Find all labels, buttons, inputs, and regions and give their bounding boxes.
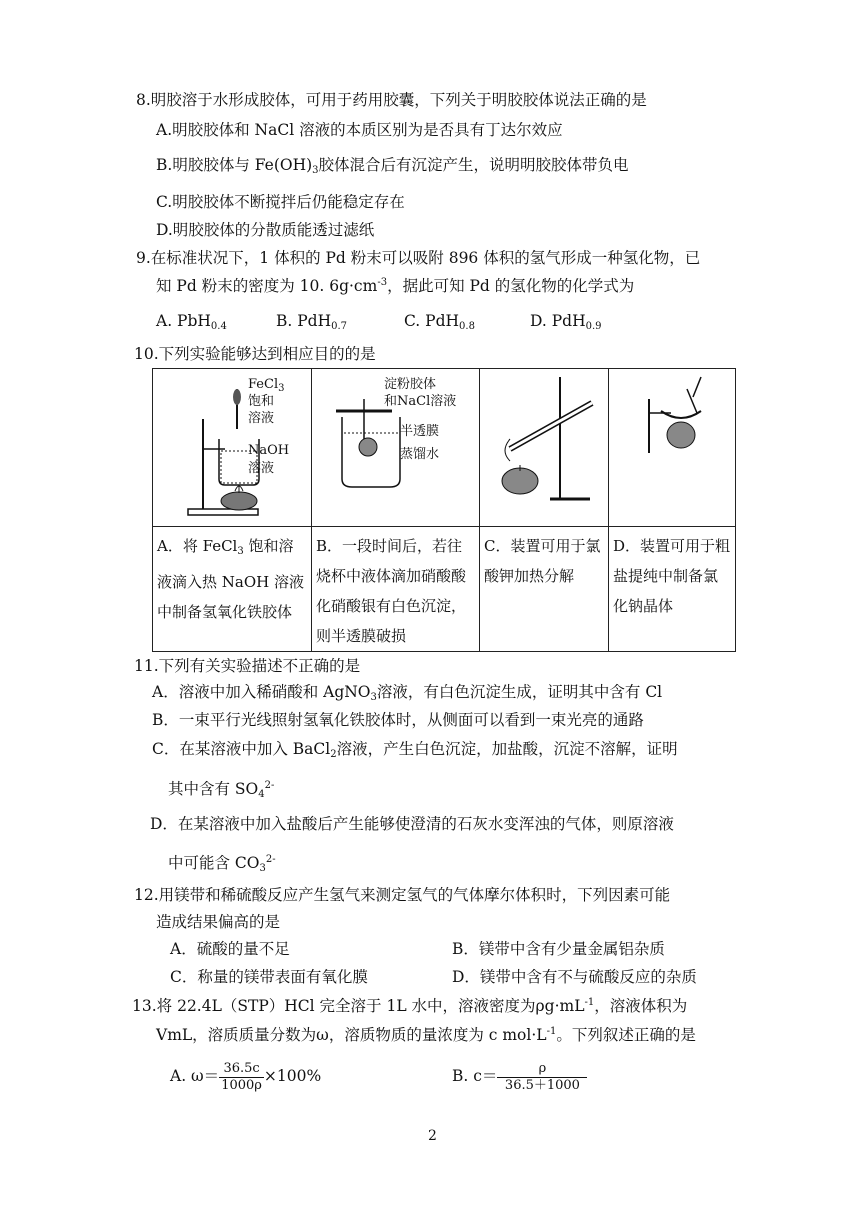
q11-option-c: C．在某溶液中加入 BaCl$_2$溶液，产生白色沉淀，加盐酸，沉淀不溶解，证明 [152,740,678,760]
q12-option-d: D．镁带中含有不与硫酸反应的杂质 [452,968,697,986]
q10-cell-c: C．装置可用于氯酸钾加热分解 [480,527,609,652]
q9-option-c: C. PdH$_{0.8}$ [404,312,475,332]
page-number: 2 [428,1128,437,1144]
label-saturated: 饱和 [248,394,275,409]
q13-line2: VmL，溶质质量分数为ω，溶质物质的量浓度为 c $mol\cdot L^{-1}$。下列叙述正确的是 [156,1026,696,1044]
q10-experiment-table [152,368,736,652]
q11-option-c-line2: 其中含有 $SO_4^{2-}$ [168,780,275,800]
q13-option-a: A. ω＝ $\frac{36.5c}{1000\rho}$ ×100% [170,1060,322,1093]
q10-cell-d: D．装置可用于粗盐提纯中制备氯化钠晶体 [609,527,736,652]
q11-stem: 11.下列有关实验描述不正确的是 [134,657,361,675]
q11-option-d-line2: 中可能含 $CO_3^{2-}$ [168,854,276,874]
q9-line1: 9.在标准状况下，1 体积的 Pd 粉末可以吸附 896 体积的氢气形成一种氢化物，已 [136,249,701,267]
apparatus-c-drawing [480,369,608,526]
apparatus-a-cell [153,369,312,527]
label-naoh: NaOH [248,443,290,458]
q11-option-a: A．溶液中加入稀硝酸和 AgNO$_3$溶液，有白色沉淀生成，证明其中含有 Cl [152,683,663,703]
label-distilled-water: 蒸馏水 [400,447,440,462]
q9-line2: 知 Pd 粉末的密度为 10. $6g\cdot cm^{-3}$，据此可知 Pd 的氢化物的化学式为 [156,277,635,295]
q8-option-c: C.明胶胶体不断搅拌后仍能稳定存在 [156,193,405,211]
q11-option-d: D．在某溶液中加入盐酸后产生能够使澄清的石灰水变浑浊的气体，则原溶液 [150,815,674,833]
q12-line2: 造成结果偏高的是 [156,913,281,931]
label-naoh-solution: 溶液 [248,461,275,476]
q13-line1: 13.将 22.4L（STP）HCl 完全溶于 1L 水中，溶液密度为$\rho g\cdot mL^{-1}$，溶液体积为 [132,997,688,1015]
apparatus-d-cell [609,369,736,527]
q8-option-a: A.明胶胶体和 NaCl 溶液的本质区别为是否具有丁达尔效应 [156,121,563,139]
q12-option-b: B．镁带中含有少量金属铝杂质 [452,940,665,958]
q10-cell-b: B．一段时间后，若往烧杯中液体滴加硝酸酸化硝酸银有白色沉淀，则半透膜破损 [312,527,480,652]
q9-option-b: B. PdH$_{0.7}$ [276,312,348,332]
apparatus-b-cell [312,369,480,527]
label-membrane: 半透膜 [400,424,440,439]
q11-option-b: B．一束平行光线照射氢氧化铁胶体时，从侧面可以看到一束光亮的通路 [152,711,644,729]
q12-option-c: C．称量的镁带表面有氧化膜 [170,968,368,986]
q9-option-a: A. PbH$_{0.4}$ [156,312,227,332]
q12-line1: 12.用镁带和稀硫酸反应产生氢气来测定氢气的气体摩尔体积时，下列因素可能 [134,886,671,904]
q12-option-a: A．硫酸的量不足 [170,940,290,958]
q13-option-b: B. c＝ $\frac{\rho}{36.5+1000}$ [452,1058,587,1094]
q9-option-d: D. PdH$_{0.9}$ [530,312,602,332]
label-fecl3: FeCl$_3$ [248,377,285,394]
apparatus-b-drawing [312,369,479,526]
q10-stem: 10.下列实验能够达到相应目的的是 [134,345,376,363]
label-solution: 溶液 [248,411,275,426]
q8-stem: 8.明胶溶于水形成胶体，可用于药用胶囊，下列关于明胶胶体说法正确的是 [136,91,647,109]
apparatus-c-cell [480,369,609,527]
label-nacl-solution: 和NaCl溶液 [384,394,457,409]
q8-option-b: B.明胶胶体与 $Fe(OH)_3$胶体混合后有沉淀产生，说明明胶胶体带负电 [156,156,629,176]
apparatus-d-drawing [609,369,734,526]
label-starch-colloid: 淀粉胶体 [384,377,437,392]
q8-option-d: D.明胶胶体的分散质能透过滤纸 [156,221,375,239]
q10-cell-a: A．将 FeCl$_3$ 饱和溶液滴入热 NaOH 溶液中制备氢氧化铁胶体 [153,527,312,652]
